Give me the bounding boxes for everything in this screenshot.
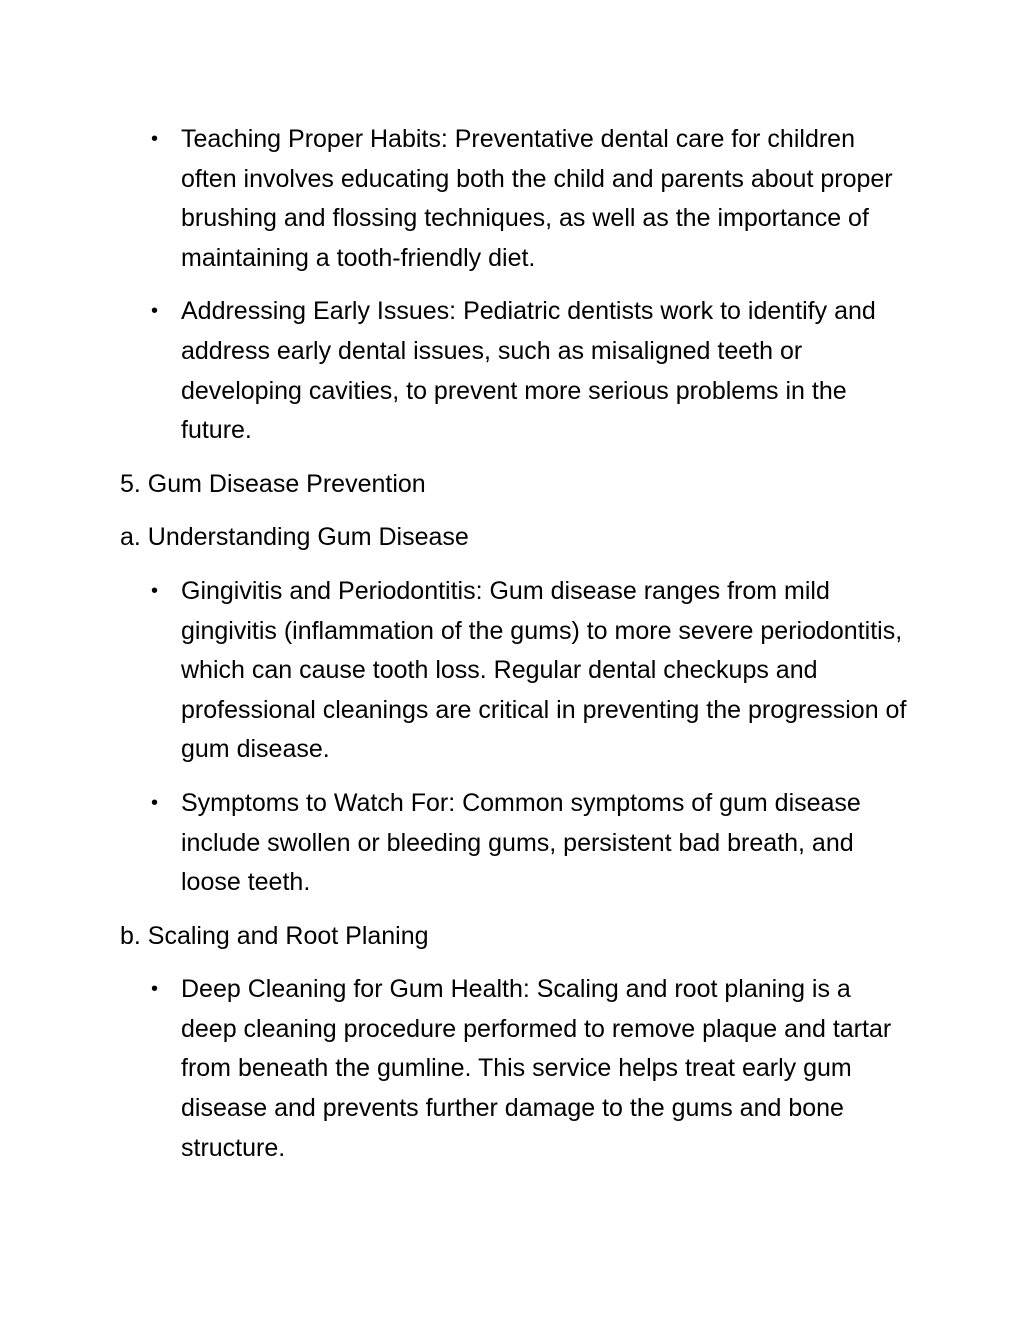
list-item	[120, 120, 910, 278]
list-item	[120, 970, 910, 1168]
list-item	[120, 784, 910, 903]
bullet-dot-icon: •	[151, 128, 159, 150]
bullet-dot-icon: •	[151, 300, 159, 323]
bullet-list-gum-disease	[120, 572, 910, 903]
bullet-dot-icon: •	[151, 978, 159, 1001]
list-item-text: Symptoms to Watch For: Common symptoms of gum disease include swollen or bleeding gums, persistent bad breath, and loose teeth.	[181, 788, 861, 897]
list-item	[120, 292, 910, 450]
bullet-list-scaling	[120, 970, 910, 1168]
list-item-text: Teaching Proper Habits: Preventative dental care for children often involves educating both the child and parents about proper brushing and flossing techniques, as well as the importance of maintaining a tooth-friendly diet.	[181, 125, 893, 272]
list-item-text: Deep Cleaning for Gum Health: Scaling and root planing is a deep cleaning procedure performed to remove plaque and tartar from beneath the gumline. This service helps treat early gum disease and prevents further damage to the gums and bone structure.	[181, 975, 892, 1162]
bullet-dot-icon: •	[151, 579, 159, 602]
section-heading: 5. Gum Disease Prevention	[120, 469, 426, 498]
list-item-text: Addressing Early Issues: Pediatric dentists work to identify and address early dental issues, such as misaligned teeth or developing cavities, to prevent more serious problems in the future.	[181, 297, 876, 445]
subsection-heading-a: a. Understanding Gum Disease	[120, 523, 469, 552]
document-page	[120, 120, 910, 1182]
bullet-list-pediatric	[120, 120, 910, 451]
bullet-dot-icon: •	[151, 791, 159, 814]
list-item-text: Gingivitis and Periodontitis: Gum disease ranges from mild gingivitis (inflammation of the gums) to more severe periodontitis, which can cause tooth loss. Regular dental checkups and professional cleanings are critical in preventing the progression of gum disease.	[181, 576, 907, 764]
list-item	[120, 572, 910, 770]
subsection-heading-b: b. Scaling and Root Planing	[120, 921, 429, 950]
